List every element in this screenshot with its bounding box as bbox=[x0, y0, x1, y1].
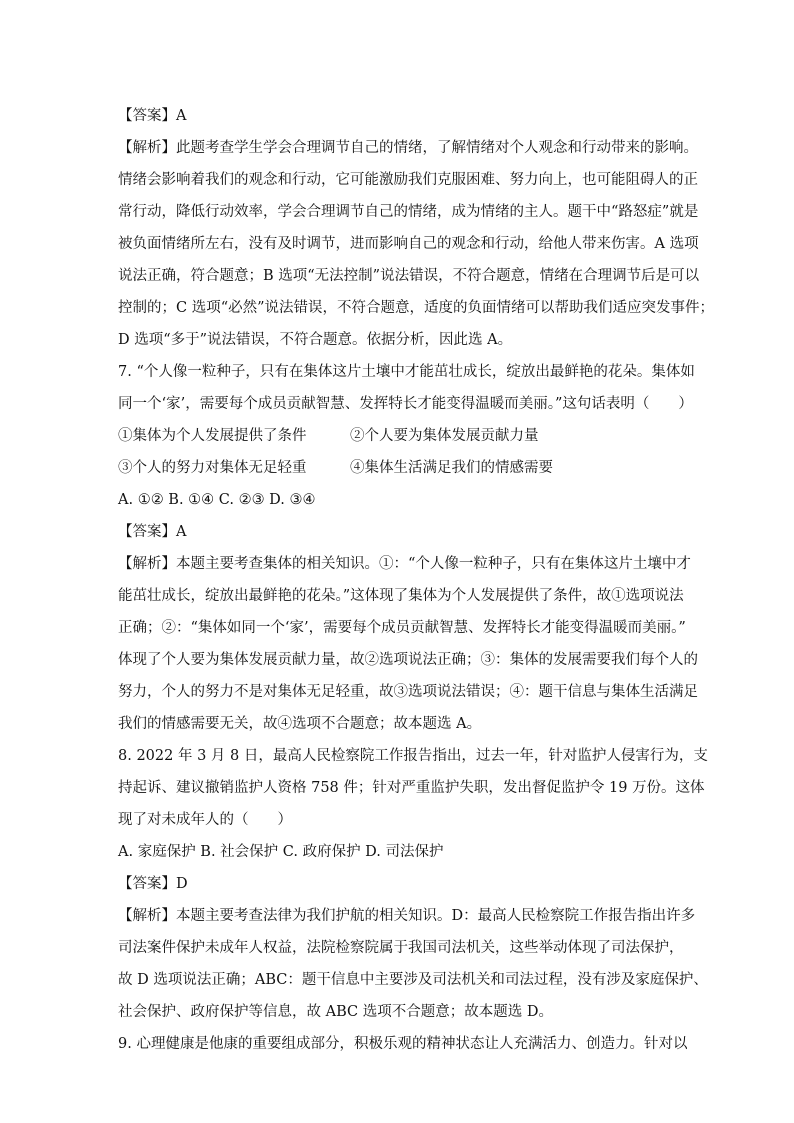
analysis-line: 【解析】此题考查学生学会合理调节自己的情绪，了解情绪对个人观念和行动带来的影响。 bbox=[118, 140, 698, 156]
question-9-stem: 9. 心理健康是他康的重要组成部分，积极乐观的精神状态让人充满活力、创造力。针对以 bbox=[118, 1036, 688, 1052]
analysis-line: 故 D 选项说法正确；ABC：题干信息中主要涉及司法机关和司法过程，没有涉及家庭保护、 bbox=[118, 972, 708, 988]
option-4: ④集体生活满足我们的情感需要 bbox=[350, 460, 553, 476]
question-7-stem: 7. “个人像一粒种子，只有在集体这片土壤中才能茁壮成长，绽放出最鲜艳的花朵。集体如 bbox=[118, 364, 695, 380]
option-3: ③个人的努力对集体无足轻重 bbox=[118, 460, 307, 476]
question-7-options-row bbox=[118, 426, 678, 446]
analysis-line: 能茁壮成长，绽放出最鲜艳的花朵。”这体现了集体为个人发展提供了条件，故①选项说法 bbox=[118, 588, 684, 604]
analysis-line: 常行动，降低行动效率，学会合理调节自己的情绪，成为情绪的主人。题干中“路怒症”就是 bbox=[118, 204, 699, 220]
question-7-options-row bbox=[118, 458, 678, 478]
question-7-choices: A. ①② B. ①④ C. ②③ D. ③④ bbox=[118, 492, 316, 508]
analysis-line: 情绪会影响着我们的观念和行动，它可能激励我们克服困难、努力向上，也可能阻碍人的正 bbox=[118, 172, 698, 188]
analysis-line: 我们的情感需要无关，故④选项不合题意；故本题选 A。 bbox=[118, 716, 482, 732]
analysis-line: 体现了个人要为集体发展贡献力量，故②选项说法正确；③：集体的发展需要我们每个人的 bbox=[118, 652, 698, 668]
option-1: ①集体为个人发展提供了条件 bbox=[118, 428, 307, 444]
question-7-stem: 同一个‘家’，需要每个成员贡献智慧、发挥特长才能变得温暖而美丽。”这句话表明（ ） bbox=[118, 396, 693, 412]
analysis-line: D 选项“多于”说法错误，不符合题意。依据分析，因此选 A。 bbox=[118, 332, 513, 348]
analysis-line: 【解析】本题主要考查集体的相关知识。①：“个人像一粒种子，只有在集体这片土壤中才 bbox=[118, 556, 691, 572]
analysis-line: 【解析】本题主要考查法律为我们护航的相关知识。D：最高人民检察院工作报告指出许多 bbox=[118, 908, 696, 924]
analysis-line: 被负面情绪所左右，没有及时调节，进而影响自己的观念和行动，给他人带来伤害。A 选项 bbox=[118, 236, 699, 252]
analysis-line: 社会保护、政府保护等信息，故 ABC 选项不合题意；故本题选 D。 bbox=[118, 1004, 553, 1020]
analysis-line: 努力，个人的努力不是对集体无足轻重，故③选项说法错误；④：题干信息与集体生活满足 bbox=[118, 684, 698, 700]
question-8-stem: 持起诉、建议撤销监护人资格 758 件；针对严重监护失职，发出督促监护令 19 万份。这体 bbox=[118, 780, 705, 796]
analysis-line: 正确；②：“集体如同一个‘家’，需要每个成员贡献智慧、发挥特长才能变得温暖而美丽。” bbox=[118, 620, 686, 636]
answer-line-q8: 【答案】D bbox=[118, 876, 188, 892]
analysis-line: 说法正确，符合题意；B 选项“无法控制”说法错误，不符合题意，情绪在合理调节后是可以 bbox=[118, 268, 700, 284]
question-8-choices: A. 家庭保护 B. 社会保护 C. 政府保护 D. 司法保护 bbox=[118, 844, 444, 860]
option-2: ②个人要为集体发展贡献力量 bbox=[350, 428, 539, 444]
answer-line-q7: 【答案】A bbox=[118, 524, 187, 540]
answer-line-q6: 【答案】A bbox=[118, 108, 187, 124]
question-8-stem: 现了对未成年人的（ ） bbox=[118, 812, 292, 828]
analysis-line: 司法案件保护未成年人权益，法院检察院属于我国司法机关，这些举动体现了司法保护， bbox=[118, 940, 684, 956]
question-8-stem: 8. 2022 年 3 月 8 日，最高人民检察院工作报告指出，过去一年，针对监护人侵害行为，支 bbox=[118, 748, 708, 764]
analysis-line: 控制的；C 选项“必然”说法错误，不符合题意，适度的负面情绪可以帮助我们适应突发事件； bbox=[118, 300, 715, 316]
